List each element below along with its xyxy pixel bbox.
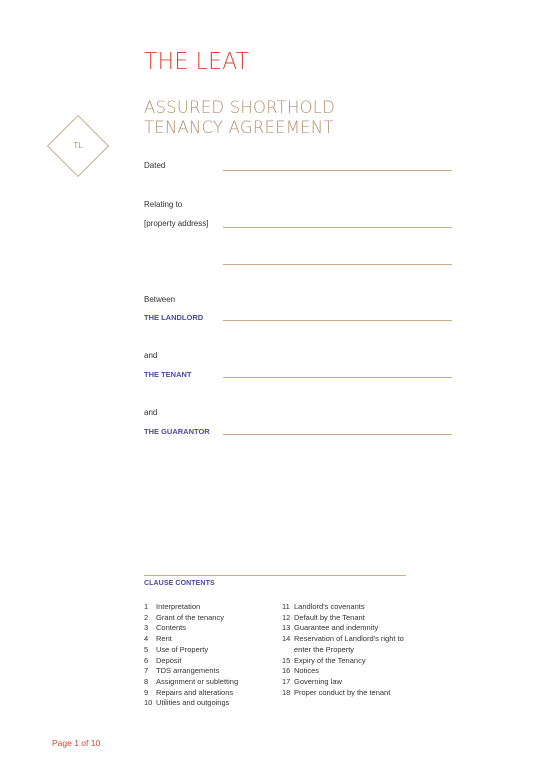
contents-item[interactable] [282, 656, 412, 667]
clause-title: Expiry of the Tenancy [294, 655, 366, 665]
clause-title: Interpretation [156, 602, 201, 611]
clause-number: 14 [282, 634, 291, 644]
contents-item[interactable] [282, 634, 412, 655]
clause-title: Landlord's covenants [294, 602, 365, 611]
landlord-line[interactable] [223, 320, 452, 321]
clause-number: 9 [144, 687, 149, 697]
and-label-1: and [144, 351, 158, 360]
emblem-initials: TL [73, 141, 83, 150]
clause-number: 17 [282, 676, 291, 686]
clause-number: 1 [144, 602, 149, 611]
contents-item[interactable] [144, 666, 279, 677]
contents-item[interactable] [144, 613, 279, 624]
clause-number: 8 [144, 676, 149, 686]
clause-number: 16 [282, 666, 291, 676]
clause-title: Contents [156, 623, 187, 633]
brand-title: THE LEAT [144, 49, 250, 75]
relating-to-label: Relating to [144, 200, 183, 209]
contents-heading: CLAUSE CONTENTS [144, 580, 215, 587]
dated-label: Dated [144, 161, 166, 170]
clause-title: Reservation of Landlord's right to enter the Property [294, 634, 404, 654]
clause-number: 13 [282, 623, 291, 633]
contents-item[interactable] [282, 602, 412, 613]
guarantor-label: THE GUARANTOR [144, 427, 210, 436]
contents-column-left [144, 602, 279, 709]
clause-number: 15 [282, 655, 291, 665]
clause-title: Utilities and outgoings [156, 698, 230, 708]
clause-title: TDS arrangements [156, 666, 220, 676]
document-title-line-2: TENANCY AGREEMENT [144, 118, 334, 137]
contents-item[interactable] [282, 613, 412, 624]
clause-number: 10 [144, 698, 153, 708]
clause-title: Rent [156, 634, 172, 644]
clause-number: 4 [144, 634, 149, 644]
property-address-line-2[interactable] [223, 264, 452, 265]
guarantor-line[interactable] [223, 434, 452, 435]
contents-item[interactable] [282, 666, 412, 677]
contents-item[interactable] [144, 623, 279, 634]
document-title [144, 98, 335, 138]
contents-column-right [282, 602, 412, 698]
clause-title: Grant of the tenancy [156, 612, 224, 622]
tenant-label: THE TENANT [144, 370, 192, 379]
clause-number: 6 [144, 655, 149, 665]
clause-number: 11 [282, 602, 290, 611]
and-label-2: and [144, 408, 158, 417]
clause-title: Notices [294, 666, 320, 676]
contents-item[interactable] [144, 634, 279, 645]
clause-number: 2 [144, 612, 149, 622]
contents-item[interactable] [144, 688, 279, 699]
property-address-line-1[interactable] [223, 227, 452, 228]
between-label: Between [144, 295, 176, 304]
clause-number: 18 [282, 687, 291, 697]
clause-title: Repairs and alterations [156, 687, 234, 697]
contents-item[interactable] [282, 677, 412, 688]
contents-item[interactable] [144, 677, 279, 688]
contents-item[interactable] [144, 645, 279, 656]
clause-number: 12 [282, 612, 291, 622]
contents-item[interactable] [282, 623, 412, 634]
clause-title: Guarantee and indemnity [294, 623, 379, 633]
contents-divider [144, 575, 406, 576]
contents-item[interactable] [144, 698, 279, 709]
property-address-label: [property address] [144, 219, 209, 228]
clause-title: Assignment or subletting [156, 676, 239, 686]
contents-item[interactable] [282, 688, 412, 699]
landlord-label: THE LANDLORD [144, 313, 204, 322]
clause-title: Governing law [294, 676, 342, 686]
clause-title: Deposit [156, 655, 182, 665]
document-title-line-1: ASSURED SHORTHOLD [144, 98, 336, 117]
page-number: Page 1 of 10 [52, 738, 101, 748]
contents-item[interactable] [144, 602, 279, 613]
clause-number: 7 [144, 666, 149, 676]
dated-line[interactable] [223, 170, 452, 171]
clause-title: Use of Property [156, 644, 209, 654]
contents-item[interactable] [144, 656, 279, 667]
clause-title: Default by the Tenant [294, 612, 365, 622]
tenant-line[interactable] [223, 377, 452, 378]
clause-number: 5 [144, 644, 149, 654]
clause-title: Proper conduct by the tenant [294, 687, 391, 697]
clause-number: 3 [144, 623, 149, 633]
